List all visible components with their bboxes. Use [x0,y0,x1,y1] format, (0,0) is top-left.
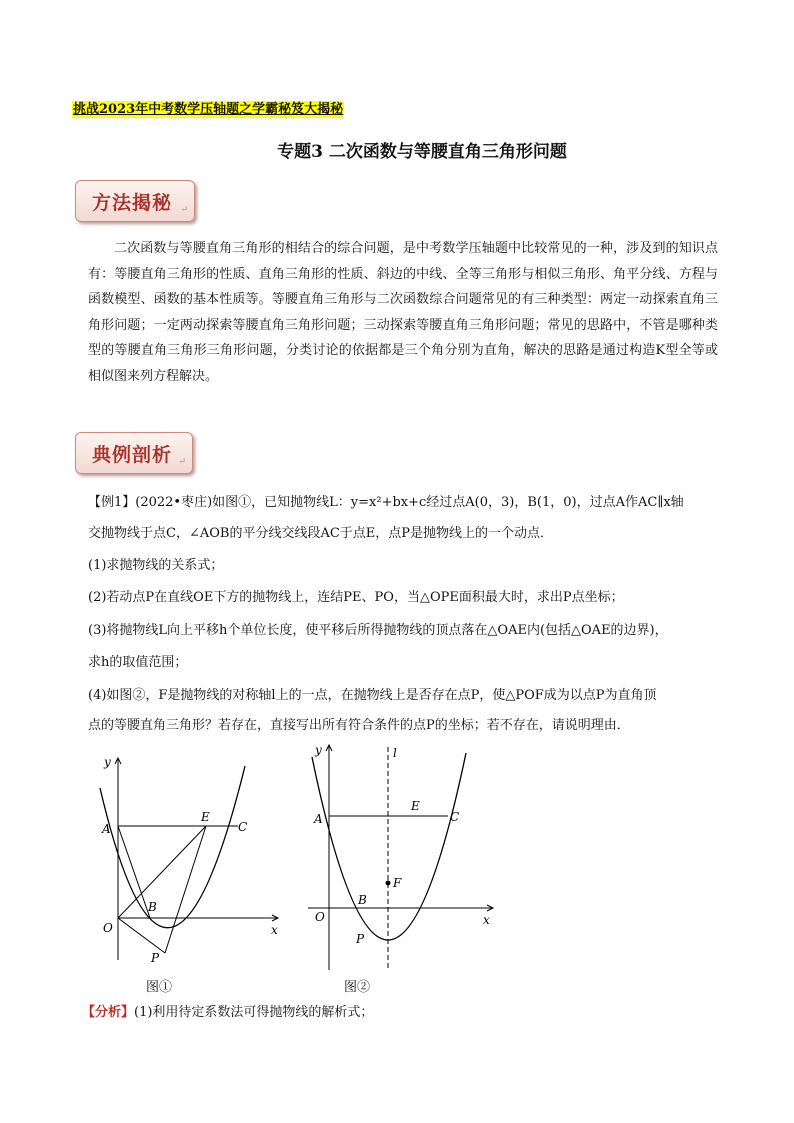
figure-1 [88,748,288,968]
figure-1-caption: 图① [146,980,173,995]
label-p: P [151,951,160,965]
label-p: P [356,932,365,946]
point-f [386,881,391,886]
question-4-line1: (4)如图②，F是抛物线的对称轴l上的一点，在抛物线上是否存在点P，使△POF成为以点P为直角顶 [88,688,657,703]
series-title: 挑战2023年中考数学压轴题之学霸秘笈大揭秘 [73,102,344,117]
example-intro-line1: 【例1】(2022•枣庄)如图①，已知抛物线L：y=x²+bx+c经过点A(0，3)，B(1，0)，过点A作AC∥x轴 [88,495,684,510]
label-a: A [102,822,111,836]
label-y: y [315,743,322,757]
label-e: E [411,799,420,813]
label-c: C [238,820,248,834]
segment-op [118,918,165,953]
section-method-box: 方法揭秘 ↵ [75,180,195,222]
analysis-tag: 【分析】 [82,1005,135,1020]
parabola-curve [312,753,466,940]
label-o: O [103,921,113,935]
label-l: l [393,746,397,760]
label-o: O [315,910,325,924]
question-3-line1: (3)将抛物线L向上平移h个单位长度，使平移后所得抛物线的顶点落在△OAE内(包括△OAE的边界)， [88,623,668,638]
analysis-text: (1)利用待定系数法可得抛物线的解析式； [134,1005,374,1020]
question-1: (1)求抛物线的关系式； [88,558,224,573]
question-3-line2: 求h的取值范围； [88,655,188,670]
label-b: B [148,900,157,914]
figure-2 [300,735,505,970]
parabola-curve [100,766,248,928]
section-example-label: 典例剖析 [92,444,173,466]
label-f: F [393,876,402,890]
example-intro-line2: 交抛物线于点C，∠AOB的平分线交线段AC于点E，点P是抛物线上的一个动点． [88,526,554,541]
figure-2-caption: 图② [344,980,371,995]
label-x: x [271,923,278,937]
label-x: x [483,913,490,927]
question-4-line2: 点的等腰直角三角形？若存在，直接写出所有符合条件的点P的坐标；若不存在，请说明理由． [88,718,630,733]
question-2: (2)若动点P在直线OE下方的抛物线上，连结PE、PO，当△OPE面积最大时，求出P点坐标； [88,590,624,605]
segment-oe [118,826,206,918]
section-method-label: 方法揭秘 [92,192,173,214]
label-c: C [450,810,460,824]
section-example-box: 典例剖析 ↵ [75,432,193,474]
method-paragraph: 二次函数与等腰直角三角形的相结合的综合问题，是中考数学压轴题中比较常见的一种，涉及到的知识点有：等腰直角三角形的性质、直角三角形的性质、斜边的中线、全等三角形与相似三角形、角平分线、方程与函数模型、函数的基本性质等。等腰直角三角形与二次函数综合问题常见的有三种类型：两定一动探索直角三角形问题；一定两动探索等腰直角三角形问题；三动探索等腰直角三角形问题；常见的思路中，不管是哪种类型的等腰直角三角形三角形问题，分类讨论的依据都是三个角分别为直角，解决的思路是通过构造K型全等或相似图来列方程解决。 [88,241,718,384]
label-a: A [314,812,323,826]
label-y: y [104,755,111,769]
segment-ep [165,826,206,953]
segment-ab [118,826,150,918]
label-e: E [201,810,210,824]
page-title: 专题3 二次函数与等腰直角三角形问题 [277,142,567,162]
analysis-line [82,1003,373,1023]
label-b: B [358,893,367,907]
